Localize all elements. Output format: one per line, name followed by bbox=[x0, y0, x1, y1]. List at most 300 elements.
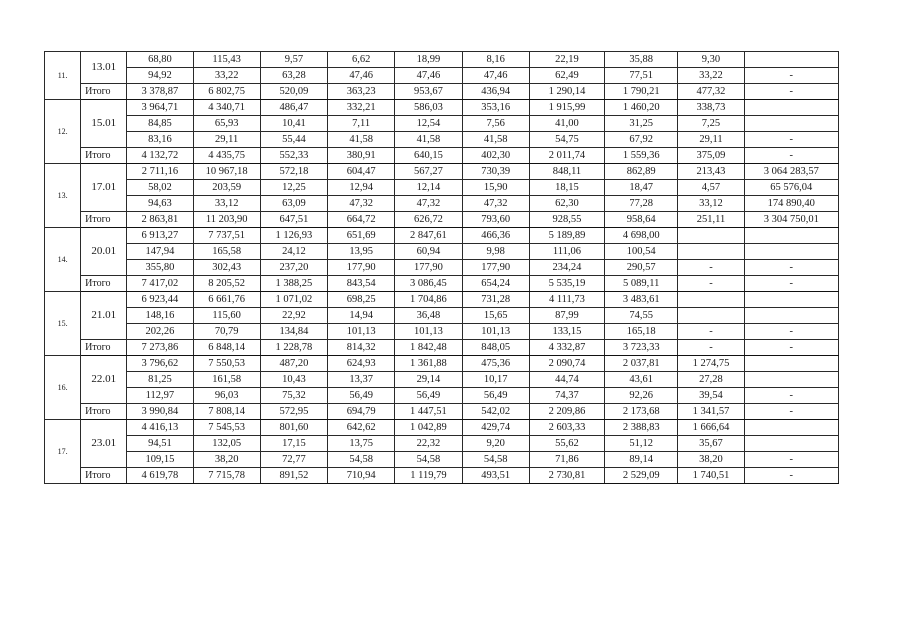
total-row bbox=[45, 468, 839, 484]
total-row bbox=[45, 84, 839, 100]
value-cell: 486,47 bbox=[260, 100, 327, 116]
value-cell: 651,69 bbox=[328, 228, 395, 244]
total-cell: 542,02 bbox=[462, 404, 529, 420]
total-cell: - bbox=[744, 84, 838, 100]
value-cell: 51,12 bbox=[605, 436, 678, 452]
total-row bbox=[45, 212, 839, 228]
value-cell: 56,49 bbox=[395, 388, 462, 404]
total-label: Итого bbox=[81, 468, 127, 484]
total-cell: 1 290,14 bbox=[529, 84, 604, 100]
value-cell: 134,84 bbox=[260, 324, 327, 340]
total-cell: 7 417,02 bbox=[127, 276, 193, 292]
total-cell: 2 863,81 bbox=[127, 212, 193, 228]
value-cell: 60,94 bbox=[395, 244, 462, 260]
value-cell: 47,32 bbox=[395, 196, 462, 212]
total-cell: 363,23 bbox=[328, 84, 395, 100]
value-cell: 22,19 bbox=[529, 52, 604, 68]
table-row bbox=[45, 388, 839, 404]
value-cell: - bbox=[744, 68, 838, 84]
value-cell: 24,12 bbox=[260, 244, 327, 260]
value-cell: 14,94 bbox=[328, 308, 395, 324]
total-cell: 8 205,52 bbox=[193, 276, 260, 292]
value-cell: 10,41 bbox=[260, 116, 327, 132]
total-cell: 694,79 bbox=[328, 404, 395, 420]
total-cell: 11 203,90 bbox=[193, 212, 260, 228]
value-cell: 1 042,89 bbox=[395, 420, 462, 436]
value-cell: 6,62 bbox=[328, 52, 395, 68]
value-cell: 1 915,99 bbox=[529, 100, 604, 116]
value-cell: 624,93 bbox=[328, 356, 395, 372]
value-cell: 234,24 bbox=[529, 260, 604, 276]
total-cell: 4 132,72 bbox=[127, 148, 193, 164]
value-cell: 3 483,61 bbox=[605, 292, 678, 308]
total-cell: 436,94 bbox=[462, 84, 529, 100]
total-cell: 958,64 bbox=[605, 212, 678, 228]
value-cell: 12,14 bbox=[395, 180, 462, 196]
table-row bbox=[45, 164, 839, 180]
table-row bbox=[45, 52, 839, 68]
value-cell: 55,44 bbox=[260, 132, 327, 148]
row-number: 11. bbox=[45, 52, 81, 100]
value-cell: 87,99 bbox=[529, 308, 604, 324]
total-cell: 5 535,19 bbox=[529, 276, 604, 292]
table-row bbox=[45, 116, 839, 132]
total-cell: 493,51 bbox=[462, 468, 529, 484]
value-cell: 731,28 bbox=[462, 292, 529, 308]
value-cell: 2 388,83 bbox=[605, 420, 678, 436]
total-cell: 793,60 bbox=[462, 212, 529, 228]
value-cell: 161,58 bbox=[193, 372, 260, 388]
value-cell: 7,11 bbox=[328, 116, 395, 132]
value-cell: 487,20 bbox=[260, 356, 327, 372]
value-cell: 56,49 bbox=[328, 388, 395, 404]
value-cell: 17,15 bbox=[260, 436, 327, 452]
total-cell: 1 228,78 bbox=[260, 340, 327, 356]
row-number: 13. bbox=[45, 164, 81, 228]
value-cell: 31,25 bbox=[605, 116, 678, 132]
value-cell: 115,60 bbox=[193, 308, 260, 324]
value-cell: 4 111,73 bbox=[529, 292, 604, 308]
value-cell: 112,97 bbox=[127, 388, 193, 404]
value-cell: 332,21 bbox=[328, 100, 395, 116]
value-cell: 203,59 bbox=[193, 180, 260, 196]
total-cell: - bbox=[678, 340, 744, 356]
value-cell: 2 711,16 bbox=[127, 164, 193, 180]
value-cell: 355,80 bbox=[127, 260, 193, 276]
value-cell: 18,15 bbox=[529, 180, 604, 196]
total-cell: 5 089,11 bbox=[605, 276, 678, 292]
value-cell: 12,25 bbox=[260, 180, 327, 196]
total-row bbox=[45, 276, 839, 292]
value-cell: 6 661,76 bbox=[193, 292, 260, 308]
total-cell: 3 378,87 bbox=[127, 84, 193, 100]
value-cell: 29,11 bbox=[678, 132, 744, 148]
table-row bbox=[45, 228, 839, 244]
value-cell bbox=[744, 436, 838, 452]
value-cell: 10,17 bbox=[462, 372, 529, 388]
total-label: Итого bbox=[81, 148, 127, 164]
row-number: 12. bbox=[45, 100, 81, 164]
value-cell: 10 967,18 bbox=[193, 164, 260, 180]
value-cell: 54,58 bbox=[328, 452, 395, 468]
value-cell: 109,15 bbox=[127, 452, 193, 468]
total-label: Итого bbox=[81, 404, 127, 420]
value-cell: 466,36 bbox=[462, 228, 529, 244]
value-cell: 39,54 bbox=[678, 388, 744, 404]
value-cell: 41,58 bbox=[328, 132, 395, 148]
total-cell: 402,30 bbox=[462, 148, 529, 164]
table-row bbox=[45, 356, 839, 372]
total-cell: 552,33 bbox=[260, 148, 327, 164]
value-cell: 27,28 bbox=[678, 372, 744, 388]
value-cell: 586,03 bbox=[395, 100, 462, 116]
value-cell bbox=[744, 244, 838, 260]
total-cell: 477,32 bbox=[678, 84, 744, 100]
total-row bbox=[45, 148, 839, 164]
value-cell: 22,32 bbox=[395, 436, 462, 452]
total-cell: 7 808,14 bbox=[193, 404, 260, 420]
value-cell: 848,11 bbox=[529, 164, 604, 180]
total-cell: 814,32 bbox=[328, 340, 395, 356]
total-label: Итого bbox=[81, 276, 127, 292]
total-cell: - bbox=[744, 468, 838, 484]
value-cell: 1 704,86 bbox=[395, 292, 462, 308]
value-cell: 44,74 bbox=[529, 372, 604, 388]
value-cell bbox=[744, 100, 838, 116]
total-cell: 3 723,33 bbox=[605, 340, 678, 356]
value-cell: 41,58 bbox=[462, 132, 529, 148]
total-cell: 1 790,21 bbox=[605, 84, 678, 100]
value-cell bbox=[744, 308, 838, 324]
total-cell: 3 990,84 bbox=[127, 404, 193, 420]
value-cell: 1 274,75 bbox=[678, 356, 744, 372]
value-cell: 70,79 bbox=[193, 324, 260, 340]
value-cell: 35,88 bbox=[605, 52, 678, 68]
value-cell bbox=[678, 228, 744, 244]
value-cell: 55,62 bbox=[529, 436, 604, 452]
data-table bbox=[44, 51, 839, 484]
value-cell: 174 890,40 bbox=[744, 196, 838, 212]
value-cell: 13,37 bbox=[328, 372, 395, 388]
value-cell: - bbox=[744, 260, 838, 276]
total-cell: - bbox=[678, 276, 744, 292]
value-cell: - bbox=[678, 260, 744, 276]
value-cell: 41,58 bbox=[395, 132, 462, 148]
value-cell: 9,30 bbox=[678, 52, 744, 68]
value-cell: 801,60 bbox=[260, 420, 327, 436]
total-cell: 626,72 bbox=[395, 212, 462, 228]
total-cell: 7 273,86 bbox=[127, 340, 193, 356]
value-cell: 77,51 bbox=[605, 68, 678, 84]
value-cell: - bbox=[678, 324, 744, 340]
value-cell: 10,43 bbox=[260, 372, 327, 388]
total-cell: 4 619,78 bbox=[127, 468, 193, 484]
value-cell: 47,46 bbox=[328, 68, 395, 84]
value-cell: 572,18 bbox=[260, 164, 327, 180]
value-cell: 237,20 bbox=[260, 260, 327, 276]
total-cell: 664,72 bbox=[328, 212, 395, 228]
row-number: 17. bbox=[45, 420, 81, 484]
table-row bbox=[45, 68, 839, 84]
value-cell: 72,77 bbox=[260, 452, 327, 468]
total-cell: 2 730,81 bbox=[529, 468, 604, 484]
value-cell: - bbox=[744, 132, 838, 148]
total-cell: 4 435,75 bbox=[193, 148, 260, 164]
value-cell: 41,00 bbox=[529, 116, 604, 132]
value-cell bbox=[744, 52, 838, 68]
value-cell: 96,03 bbox=[193, 388, 260, 404]
value-cell: 13,75 bbox=[328, 436, 395, 452]
value-cell: 15,90 bbox=[462, 180, 529, 196]
value-cell: 429,74 bbox=[462, 420, 529, 436]
value-cell: 4,57 bbox=[678, 180, 744, 196]
total-cell: 2 011,74 bbox=[529, 148, 604, 164]
value-cell: 63,28 bbox=[260, 68, 327, 84]
date-cell: 21.01 bbox=[81, 292, 127, 340]
value-cell: 33,22 bbox=[193, 68, 260, 84]
value-cell: 177,90 bbox=[462, 260, 529, 276]
total-cell: 2 209,86 bbox=[529, 404, 604, 420]
value-cell: 2 847,61 bbox=[395, 228, 462, 244]
value-cell: 3 964,71 bbox=[127, 100, 193, 116]
value-cell: 65 576,04 bbox=[744, 180, 838, 196]
value-cell: 8,16 bbox=[462, 52, 529, 68]
value-cell: 101,13 bbox=[462, 324, 529, 340]
total-cell: 710,94 bbox=[328, 468, 395, 484]
value-cell: 202,26 bbox=[127, 324, 193, 340]
value-cell: 7 550,53 bbox=[193, 356, 260, 372]
value-cell: 111,06 bbox=[529, 244, 604, 260]
value-cell: 7,56 bbox=[462, 116, 529, 132]
value-cell: - bbox=[744, 388, 838, 404]
value-cell: 148,16 bbox=[127, 308, 193, 324]
total-cell: 2 529,09 bbox=[605, 468, 678, 484]
total-cell: 654,24 bbox=[462, 276, 529, 292]
value-cell bbox=[744, 356, 838, 372]
total-row bbox=[45, 404, 839, 420]
value-cell: 77,28 bbox=[605, 196, 678, 212]
total-cell: 7 715,78 bbox=[193, 468, 260, 484]
value-cell: 13,95 bbox=[328, 244, 395, 260]
value-cell: 5 189,89 bbox=[529, 228, 604, 244]
value-cell: 302,43 bbox=[193, 260, 260, 276]
value-cell: 35,67 bbox=[678, 436, 744, 452]
value-cell: 22,92 bbox=[260, 308, 327, 324]
value-cell: 68,80 bbox=[127, 52, 193, 68]
value-cell: 47,46 bbox=[462, 68, 529, 84]
total-cell: 4 332,87 bbox=[529, 340, 604, 356]
value-cell: 115,43 bbox=[193, 52, 260, 68]
total-cell: - bbox=[744, 404, 838, 420]
date-cell: 17.01 bbox=[81, 164, 127, 212]
value-cell: 1 666,64 bbox=[678, 420, 744, 436]
value-cell: 47,46 bbox=[395, 68, 462, 84]
value-cell: 177,90 bbox=[395, 260, 462, 276]
value-cell: 15,65 bbox=[462, 308, 529, 324]
value-cell bbox=[744, 420, 838, 436]
value-cell: 81,25 bbox=[127, 372, 193, 388]
date-cell: 20.01 bbox=[81, 228, 127, 276]
value-cell: 58,02 bbox=[127, 180, 193, 196]
total-cell: 3 086,45 bbox=[395, 276, 462, 292]
total-cell: - bbox=[744, 276, 838, 292]
date-cell: 22.01 bbox=[81, 356, 127, 404]
table-row bbox=[45, 196, 839, 212]
value-cell: 4 698,00 bbox=[605, 228, 678, 244]
total-row bbox=[45, 340, 839, 356]
value-cell: 43,61 bbox=[605, 372, 678, 388]
value-cell: 100,54 bbox=[605, 244, 678, 260]
value-cell bbox=[744, 292, 838, 308]
value-cell: 62,49 bbox=[529, 68, 604, 84]
row-number: 16. bbox=[45, 356, 81, 420]
value-cell: 6 913,27 bbox=[127, 228, 193, 244]
value-cell: 47,32 bbox=[462, 196, 529, 212]
total-cell: 647,51 bbox=[260, 212, 327, 228]
value-cell: 7,25 bbox=[678, 116, 744, 132]
table-row bbox=[45, 260, 839, 276]
value-cell: 47,32 bbox=[328, 196, 395, 212]
table-row bbox=[45, 372, 839, 388]
value-cell: 132,05 bbox=[193, 436, 260, 452]
value-cell: 29,14 bbox=[395, 372, 462, 388]
value-cell: 338,73 bbox=[678, 100, 744, 116]
total-label: Итого bbox=[81, 212, 127, 228]
value-cell: 1 361,88 bbox=[395, 356, 462, 372]
total-cell: 843,54 bbox=[328, 276, 395, 292]
value-cell: 74,37 bbox=[529, 388, 604, 404]
value-cell: 177,90 bbox=[328, 260, 395, 276]
total-label: Итого bbox=[81, 84, 127, 100]
value-cell: 1 460,20 bbox=[605, 100, 678, 116]
total-cell: 1 388,25 bbox=[260, 276, 327, 292]
value-cell bbox=[678, 292, 744, 308]
value-cell: 54,58 bbox=[395, 452, 462, 468]
date-cell: 23.01 bbox=[81, 420, 127, 468]
value-cell bbox=[744, 116, 838, 132]
row-number: 14. bbox=[45, 228, 81, 292]
value-cell: 74,55 bbox=[605, 308, 678, 324]
value-cell: 38,20 bbox=[678, 452, 744, 468]
value-cell: 862,89 bbox=[605, 164, 678, 180]
value-cell: 18,99 bbox=[395, 52, 462, 68]
value-cell: 1 126,93 bbox=[260, 228, 327, 244]
value-cell: 101,13 bbox=[328, 324, 395, 340]
total-cell: 953,67 bbox=[395, 84, 462, 100]
table-row bbox=[45, 132, 839, 148]
value-cell: 18,47 bbox=[605, 180, 678, 196]
total-cell: 251,11 bbox=[678, 212, 744, 228]
total-cell: 380,91 bbox=[328, 148, 395, 164]
value-cell: 698,25 bbox=[328, 292, 395, 308]
value-cell: 101,13 bbox=[395, 324, 462, 340]
value-cell: 12,94 bbox=[328, 180, 395, 196]
value-cell: 730,39 bbox=[462, 164, 529, 180]
value-cell: 62,30 bbox=[529, 196, 604, 212]
value-cell: 29,11 bbox=[193, 132, 260, 148]
total-cell: 6 802,75 bbox=[193, 84, 260, 100]
total-cell: 6 848,14 bbox=[193, 340, 260, 356]
value-cell: 67,92 bbox=[605, 132, 678, 148]
total-cell: 3 304 750,01 bbox=[744, 212, 838, 228]
total-cell: 1 559,36 bbox=[605, 148, 678, 164]
value-cell: 89,14 bbox=[605, 452, 678, 468]
value-cell bbox=[678, 308, 744, 324]
total-cell: 1 341,57 bbox=[678, 404, 744, 420]
value-cell: 83,16 bbox=[127, 132, 193, 148]
total-cell: 1 740,51 bbox=[678, 468, 744, 484]
value-cell: 6 923,44 bbox=[127, 292, 193, 308]
value-cell: 2 603,33 bbox=[529, 420, 604, 436]
value-cell: 290,57 bbox=[605, 260, 678, 276]
value-cell: 71,86 bbox=[529, 452, 604, 468]
value-cell: 7 545,53 bbox=[193, 420, 260, 436]
total-cell: 891,52 bbox=[260, 468, 327, 484]
value-cell: 94,92 bbox=[127, 68, 193, 84]
value-cell: 3 064 283,57 bbox=[744, 164, 838, 180]
table-row bbox=[45, 324, 839, 340]
value-cell: 2 037,81 bbox=[605, 356, 678, 372]
value-cell: 9,98 bbox=[462, 244, 529, 260]
total-cell: 848,05 bbox=[462, 340, 529, 356]
table-row bbox=[45, 452, 839, 468]
value-cell: 33,12 bbox=[193, 196, 260, 212]
value-cell: - bbox=[744, 452, 838, 468]
value-cell: 567,27 bbox=[395, 164, 462, 180]
table-row bbox=[45, 100, 839, 116]
table-row bbox=[45, 292, 839, 308]
value-cell: 7 737,51 bbox=[193, 228, 260, 244]
value-cell: 56,49 bbox=[462, 388, 529, 404]
value-cell: 2 090,74 bbox=[529, 356, 604, 372]
value-cell: 33,12 bbox=[678, 196, 744, 212]
date-cell: 13.01 bbox=[81, 52, 127, 84]
date-cell: 15.01 bbox=[81, 100, 127, 148]
value-cell: 475,36 bbox=[462, 356, 529, 372]
total-cell: - bbox=[744, 340, 838, 356]
value-cell: 54,58 bbox=[462, 452, 529, 468]
total-label: Итого bbox=[81, 340, 127, 356]
value-cell: - bbox=[744, 324, 838, 340]
table-row bbox=[45, 244, 839, 260]
value-cell bbox=[744, 372, 838, 388]
value-cell: 94,63 bbox=[127, 196, 193, 212]
value-cell: 165,58 bbox=[193, 244, 260, 260]
total-cell: 928,55 bbox=[529, 212, 604, 228]
value-cell: 65,93 bbox=[193, 116, 260, 132]
value-cell: 63,09 bbox=[260, 196, 327, 212]
value-cell: 133,15 bbox=[529, 324, 604, 340]
value-cell: 94,51 bbox=[127, 436, 193, 452]
value-cell: 604,47 bbox=[328, 164, 395, 180]
value-cell: 3 796,62 bbox=[127, 356, 193, 372]
table-row bbox=[45, 180, 839, 196]
table-row bbox=[45, 308, 839, 324]
value-cell: 165,18 bbox=[605, 324, 678, 340]
total-cell: 1 119,79 bbox=[395, 468, 462, 484]
value-cell: 92,26 bbox=[605, 388, 678, 404]
total-cell: 572,95 bbox=[260, 404, 327, 420]
value-cell: 642,62 bbox=[328, 420, 395, 436]
total-cell: 520,09 bbox=[260, 84, 327, 100]
total-cell: 640,15 bbox=[395, 148, 462, 164]
value-cell bbox=[744, 228, 838, 244]
value-cell: 9,20 bbox=[462, 436, 529, 452]
value-cell: 213,43 bbox=[678, 164, 744, 180]
value-cell: 4 340,71 bbox=[193, 100, 260, 116]
value-cell: 353,16 bbox=[462, 100, 529, 116]
value-cell: 38,20 bbox=[193, 452, 260, 468]
